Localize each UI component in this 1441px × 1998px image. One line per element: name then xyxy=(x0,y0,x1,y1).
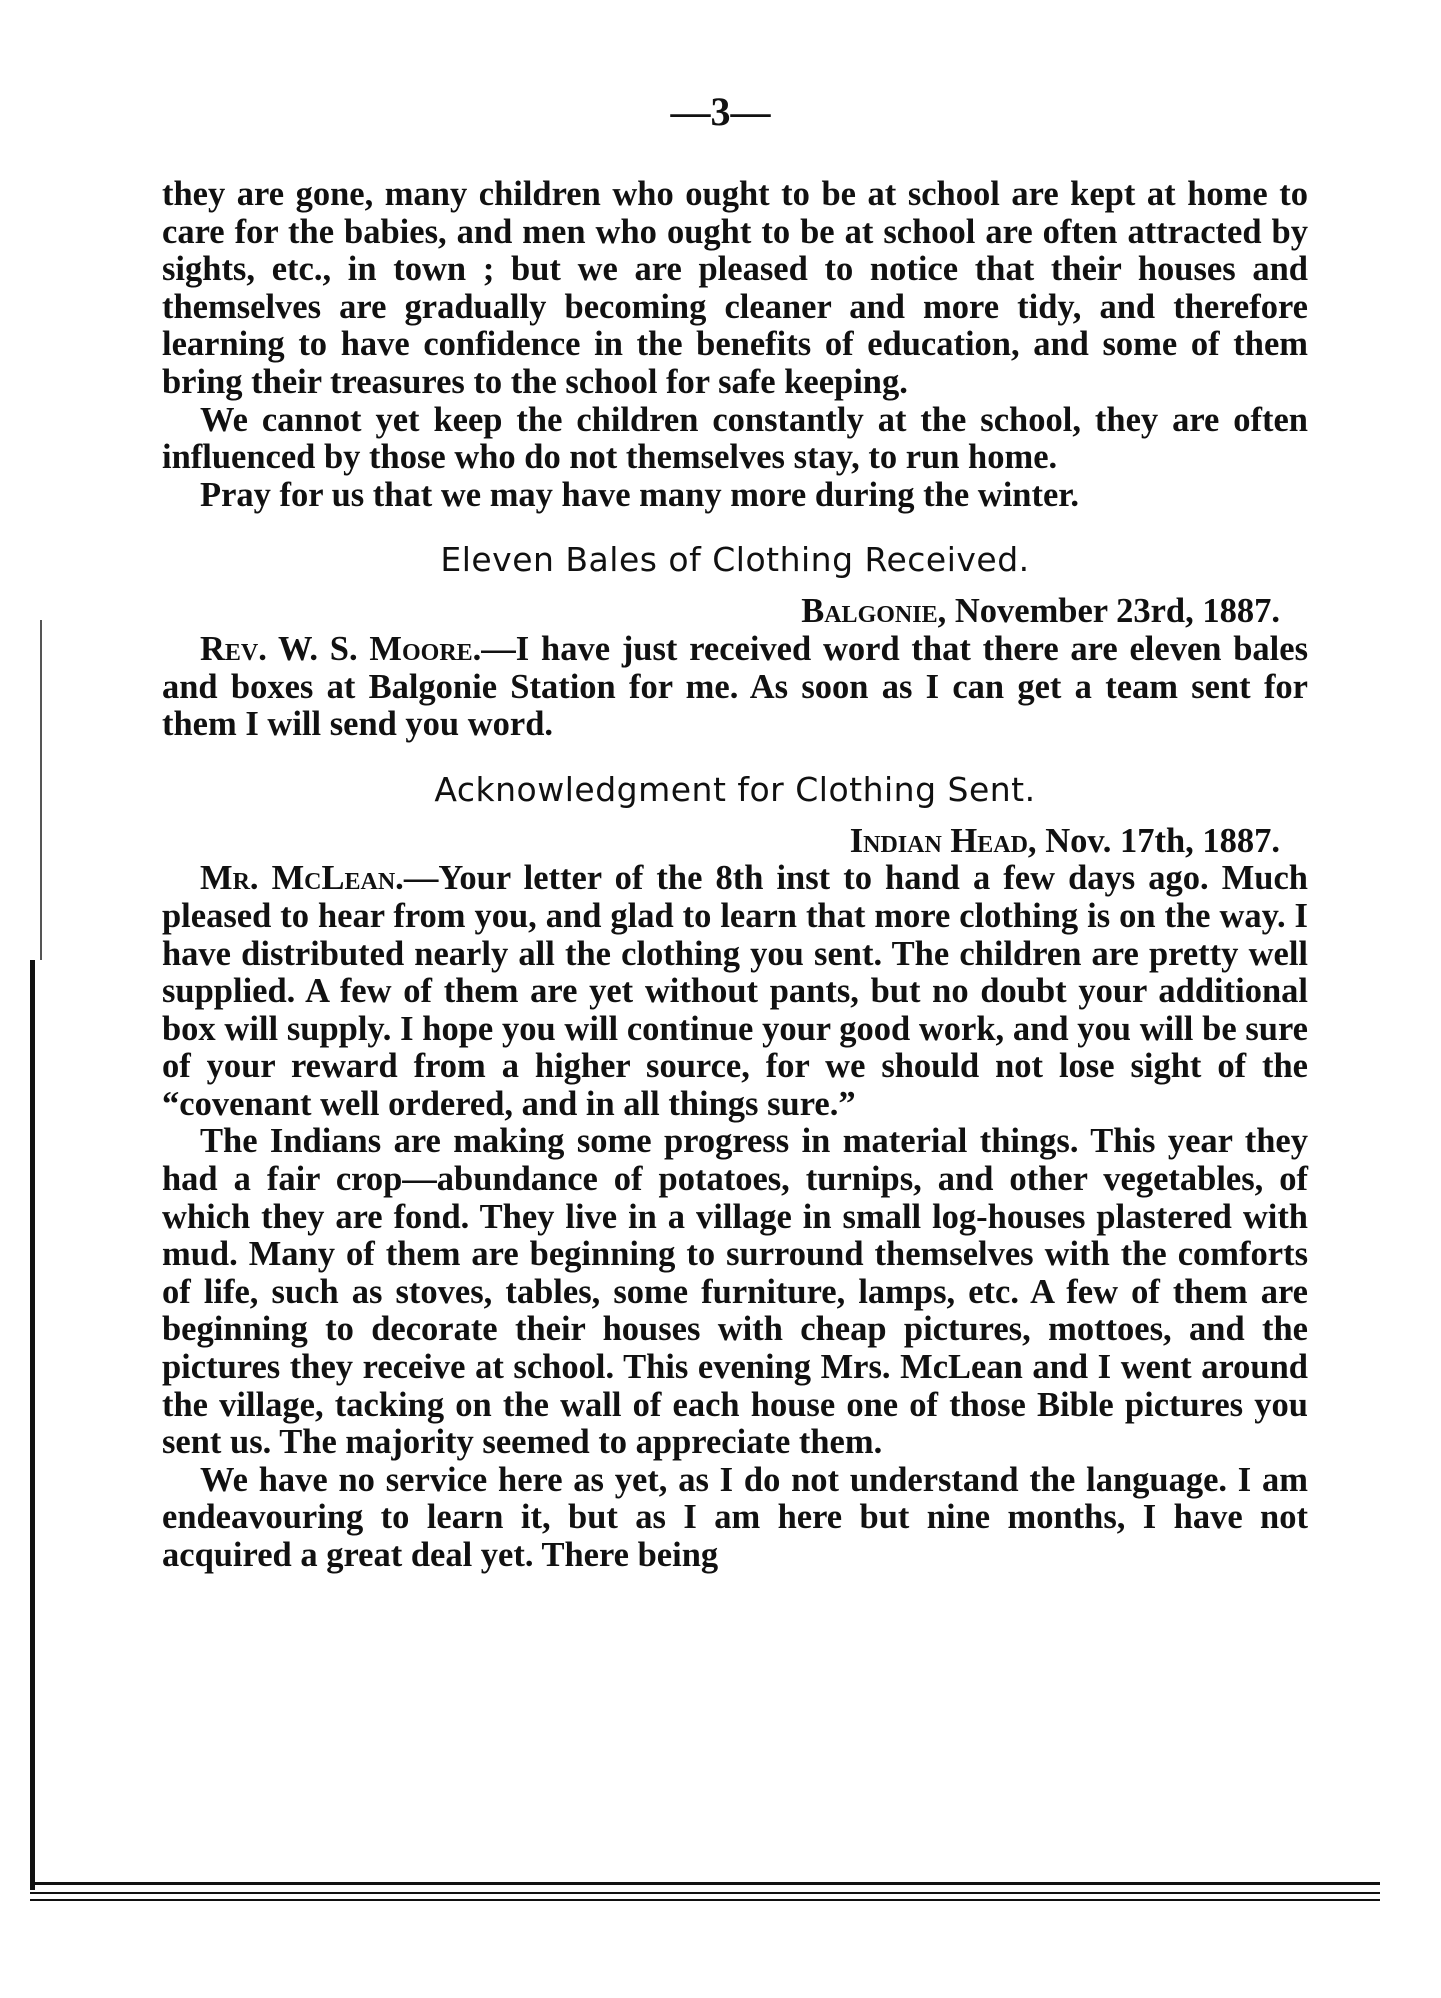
bottom-rule-1 xyxy=(30,1882,1380,1885)
letter-paragraph-moore xyxy=(162,631,1308,744)
dateline-balgonie xyxy=(162,593,1308,631)
dateline-place: Indian Head, xyxy=(849,821,1037,860)
page-number: —3— xyxy=(670,89,771,134)
letter-body: —Your letter of the 8th inst to hand a few days ago. Much pleased to hear from you, and glad to learn that more clothing is on the way. I have distributed nearly all the clothing you sent. The children are pretty well supplied. A few of them are yet without pants, but no doubt your additional box will supply. I hope you will continue your good work, and you will be sure of your reward from a higher source, for we should not lose sight of the “covenant well ordered, and in all things sure.” xyxy=(162,859,1308,1123)
letter-paragraph-mclean-3: We have no service here as yet, as I do not understand the language. I am endeavouring to learn it, but as I am here but nine months, I have not acquired a great deal yet. There being xyxy=(162,1460,1308,1574)
section-heading-acknowledgment: Acknowledgment for Clothing Sent. xyxy=(434,769,1036,809)
dateline-date: Nov. 17th, 1887. xyxy=(1036,821,1280,860)
intro-paragraph-2: We cannot yet keep the children constantly at the school, they are often influenced by those who do not themselves stay, to run home. xyxy=(162,400,1308,477)
letter-salutation: Mr. McLean. xyxy=(200,859,404,898)
letter-salutation: Rev. W. S. Moore. xyxy=(200,629,482,668)
dateline-place: Balgonie, xyxy=(801,592,947,631)
letter-paragraph-mclean-1 xyxy=(162,860,1308,1123)
left-margin-rule xyxy=(30,960,35,1890)
letter-body: —I have just received word that there are eleven bales and boxes at Balgonie Station for me. As soon as I can get a team sent for them I will send you word. xyxy=(162,629,1309,744)
letter-paragraph-mclean-2: The Indians are making some progress in material things. This year they had a fair crop—abundance of potatoes, turnips, and other vegetables, of which they are fond. They live in a village in small log-houses plastered with mud. Many of them are beginning to surround themselves with the comforts of life, such as stoves, tables, some furniture, lamps, etc. A few of them are beginning to decorate their houses with cheap pictures, mottoes, and the pictures they receive at school. This evening Mrs. McLean and I went around the village, tacking on the wall of each house one of those Bible pictures you sent us. The majority seemed to appreciate them. xyxy=(162,1122,1308,1462)
text-column xyxy=(162,176,1308,1575)
intro-paragraph-1: they are gone, many children who ought to be at school are kept at home to care for the babies, and men who ought to be at school are often attracted by sights, etc., in town ; but we are pleased to notice that their houses and themselves are gradually becoming cleaner and more tidy, and therefore learning to have confidence in the benefits of education, and some of them bring their treasures to the school for safe keeping. xyxy=(162,175,1308,401)
intro-paragraph-3: Pray for us that we may have many more during the winter. xyxy=(200,475,1080,514)
bottom-rule-2 xyxy=(30,1892,1380,1894)
bottom-rule-3 xyxy=(30,1899,1380,1901)
left-margin-rule-thin xyxy=(40,620,42,960)
dateline-indian-head xyxy=(162,823,1308,861)
section-heading-eleven-bales: Eleven Bales of Clothing Received. xyxy=(440,540,1030,580)
dateline-date: November 23rd, 1887. xyxy=(946,592,1280,631)
